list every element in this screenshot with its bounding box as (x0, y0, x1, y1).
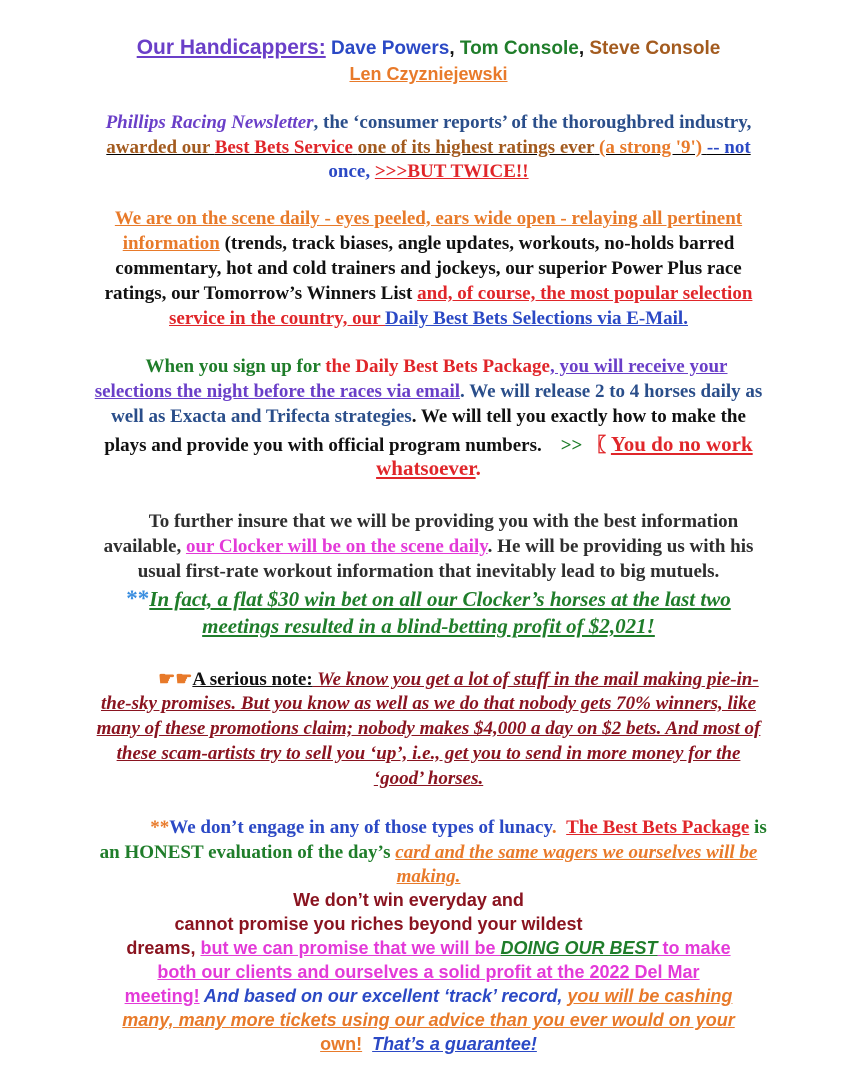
serious-note-label: A serious note: (192, 669, 313, 690)
scene-line-5 (0, 308, 857, 330)
receive-text: , you will receive your (550, 356, 728, 377)
stars-text: ** (150, 817, 170, 838)
selections-text: selections the night before the races via email (94, 381, 461, 402)
note-line-5: ‘good’ horses. (373, 768, 484, 789)
clocker-text: our Clocker will be on the scene daily (185, 536, 488, 557)
plays-text: plays and provide you with official program numbers. (104, 435, 542, 456)
but-twice-text: >>>BUT TWICE!! (374, 161, 529, 182)
cashing-text: you will be cashing (567, 986, 733, 1006)
signup-line-3 (0, 406, 857, 428)
note-line-4: these scam-artists try to sell you ‘up’, i.e., get you to send in more money for the (116, 743, 741, 764)
clocker-line-2 (0, 536, 857, 558)
comma: , (449, 38, 455, 59)
handicappers-line (0, 36, 857, 60)
note-line-3: many of these promotions claim; nobody makes $4,000 a day on $2 bets. And most of (96, 718, 761, 739)
closing-line-2: cannot promise you riches beyond your wildest (174, 914, 583, 934)
meeting-text: meeting! (124, 986, 200, 1006)
release-text: . We will release 2 to 4 horses daily as (460, 381, 763, 402)
is-text: is (749, 817, 767, 838)
signup-line-5 (0, 456, 857, 481)
lunacy-text: We don’t engage in any of those types of lunacy (169, 817, 552, 838)
tell-text: . We will tell you exactly how to make the (411, 406, 746, 427)
handicapper-steve: Steve Console (589, 38, 721, 59)
handicapper-tom: Tom Console (459, 38, 579, 59)
card-text: card and the same wagers we ourselves will be (395, 842, 758, 863)
exacta-text: well as Exacta and Trifecta strategies (111, 406, 412, 427)
scene-line-1: We are on the scene daily - eyes peeled, ears wide open - relaying all pertinent (114, 208, 743, 229)
lunacy-line-2 (0, 842, 857, 864)
make-text: to make (657, 938, 731, 958)
best-bets-package-text: The Best Bets Package (566, 817, 750, 838)
newsletter-name: Phillips Racing Newsletter (105, 112, 314, 133)
own-text: own! (320, 1034, 363, 1054)
fact-line-1 (0, 586, 857, 612)
pointing-hand-icon: ☛☛ (158, 669, 193, 690)
period: . (551, 817, 557, 838)
providing-text: . He will be providing us with his (487, 536, 754, 557)
awarded-line (0, 137, 857, 159)
promise-text: but we can promise that we will be (200, 938, 501, 958)
signup-line-1 (0, 356, 857, 378)
closing-line-1: We don’t win everyday and (293, 890, 524, 910)
daily-best-bets-email-text: Daily Best Bets Selections via E-Mail. (385, 308, 688, 329)
information-text: information (122, 233, 220, 254)
scene-line-2 (0, 233, 857, 255)
bracket-icon: 〖 (587, 435, 607, 456)
closing-line-3 (0, 938, 857, 959)
scene-line-3: commentary, hot and cold trainers and jockeys, our superior Power Plus race (115, 258, 742, 279)
note-line-2: the-sky promises. But you know as well as we do that nobody gets 70% winners, like (100, 693, 757, 714)
strong-nine-text: (a strong '9') (599, 137, 703, 158)
fact-text-1: In fact, a flat $30 win bet on all our Clocker’s horses at the last two (149, 587, 731, 611)
honest-text: an HONEST evaluation of the day’s (99, 842, 396, 863)
handicapper-len: Len Czyzniejewski (349, 64, 508, 84)
based-text: And based on our excellent ‘track’ record, (199, 986, 568, 1006)
signup-line-4 (0, 430, 857, 457)
rating-text: one of its highest ratings ever (357, 137, 595, 158)
sign-up-text: When you sign up for (145, 356, 326, 377)
lunacy-line-1 (0, 817, 857, 839)
clocker-line-1: To further insure that we will be providing you with the best information (148, 511, 739, 532)
signup-line-2 (0, 381, 857, 403)
note-text-1: We know you get a lot of stuff in the mail making pie-in- (312, 669, 759, 690)
guarantee-text: That’s a guarantee! (372, 1034, 537, 1054)
handicappers-label: Our Handicappers: (136, 36, 326, 59)
ratings-text: ratings, our Tomorrow’s Winners List (104, 283, 418, 304)
awarded-text: awarded our (106, 137, 210, 158)
whatsoever-text: whatsoever (376, 456, 476, 480)
service-country-text: service in the country, our (169, 308, 386, 329)
popular-selection-text: and, of course, the most popular selection (417, 283, 753, 304)
fact-line-2: meetings resulted in a blind-betting profit of $2,021! (202, 614, 655, 638)
stars-text: ** (126, 586, 150, 611)
arrows-text: >> (560, 435, 583, 456)
scene-line-4 (0, 283, 857, 305)
handicapper-dave: Dave Powers (331, 38, 450, 59)
best-bets-service-text: Best Bets Service (214, 137, 353, 158)
newsletter-line (0, 112, 857, 134)
dreams-text: dreams, (126, 938, 201, 958)
twice-line (0, 161, 857, 183)
closing-line-6: many, many more tickets using our advice than you ever would on your (122, 1010, 735, 1030)
closing-line-7 (0, 1034, 857, 1055)
daily-package-text: the Daily Best Bets Package (325, 356, 550, 377)
closing-line-4: both our clients and ourselves a solid profit at the 2022 Del Mar (157, 962, 700, 982)
not-text: -- not (706, 137, 751, 158)
trends-text: (trends, track biases, angle updates, workouts, no-holds barred (219, 233, 735, 254)
no-work-text: You do no work (610, 432, 753, 456)
closing-line-5 (0, 986, 857, 1007)
period: . (475, 456, 481, 480)
comma: , (578, 38, 585, 59)
lunacy-line-3: making. (396, 866, 461, 887)
note-line-1 (0, 668, 857, 691)
once-text: once, (328, 161, 371, 182)
doing-our-best-text: DOING OUR BEST (500, 938, 658, 958)
available-text: available, (103, 536, 186, 557)
clocker-line-3: usual first-rate workout information that inevitably lead to big mutuels. (137, 561, 720, 582)
newsletter-desc: , the ‘consumer reports’ of the thoroughbred industry, (313, 112, 752, 133)
